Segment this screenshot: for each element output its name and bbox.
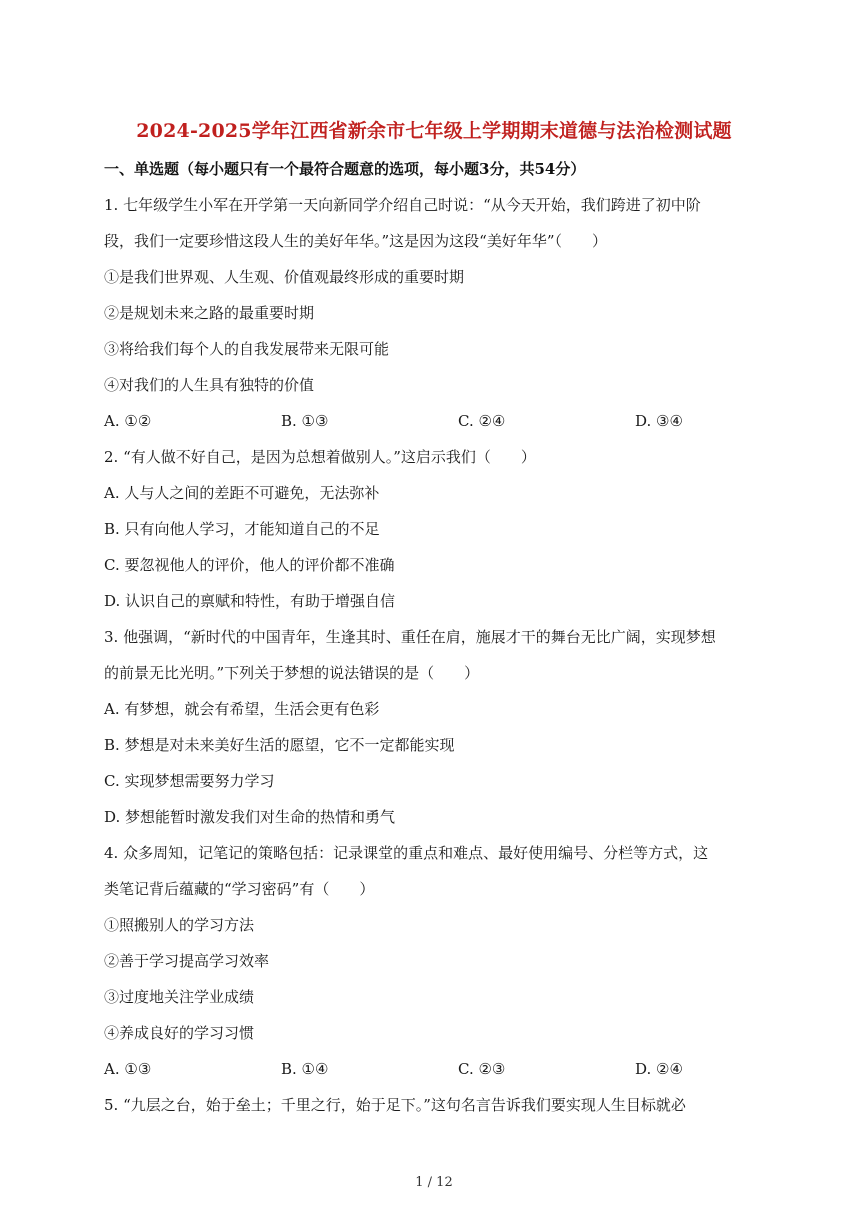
question-1 (104, 187, 766, 439)
question-stem-line: 2. “有人做不好自己，是因为总想着做别人。”这启示我们（ ） (104, 448, 536, 466)
choice-c: C. 要忽视他人的评价，他人的评价都不准确 (104, 556, 395, 574)
option-c: C. ②④ (458, 412, 506, 430)
statement-line: ②善于学习提高学习效率 (104, 952, 270, 970)
option-d: D. ②④ (635, 1060, 683, 1078)
choice-a: A. 有梦想，就会有希望，生活会更有色彩 (104, 700, 380, 718)
option-c: C. ②③ (458, 1060, 506, 1078)
choice-a: A. 人与人之间的差距不可避免，无法弥补 (104, 484, 380, 502)
choice-b: B. 只有向他人学习，才能知道自己的不足 (104, 520, 380, 538)
question-stem-line: 的前景无比光明。”下列关于梦想的说法错误的是（ ） (104, 664, 480, 682)
question-3 (104, 619, 766, 835)
question-stem-line: 3. 他强调，“新时代的中国青年，生逢其时、重任在肩，施展才干的舞台无比广阔，实现梦想 (104, 628, 716, 646)
statement-line: ④对我们的人生具有独特的价值 (104, 376, 315, 394)
question-stem-line: 4. 众多周知，记笔记的策略包括：记录课堂的重点和难点、最好使用编号、分栏等方式，这 (104, 844, 709, 862)
document-title: 2024-2025学年江西省新余市七年级上学期期末道德与法治检测试题 (136, 120, 732, 142)
choice-b: B. 梦想是对未来美好生活的愿望，它不一定都能实现 (104, 736, 455, 754)
statement-line: ④养成良好的学习习惯 (104, 1024, 255, 1042)
option-b: B. ①③ (281, 412, 329, 430)
option-b: B. ①④ (281, 1060, 329, 1078)
statement-line: ③过度地关注学业成绩 (104, 988, 255, 1006)
answer-options (104, 403, 766, 439)
choice-d: D. 认识自己的禀赋和特性，有助于增强自信 (104, 592, 396, 610)
choice-d: D. 梦想能暂时激发我们对生命的热情和勇气 (104, 808, 396, 826)
statement-line: ②是规划未来之路的最重要时期 (104, 304, 315, 322)
option-d: D. ③④ (635, 412, 683, 430)
statement-line: ①是我们世界观、人生观、价值观最终形成的重要时期 (104, 268, 465, 286)
answer-options (104, 1051, 766, 1087)
option-a: A. ①② (104, 412, 152, 430)
question-2 (104, 439, 766, 619)
question-stem-line: 类笔记背后蕴藏的“学习密码”有（ ） (104, 880, 375, 898)
statement-line: ①照搬别人的学习方法 (104, 916, 255, 934)
choice-c: C. 实现梦想需要努力学习 (104, 772, 275, 790)
questions-container (104, 187, 766, 1123)
question-stem-line: 1. 七年级学生小军在开学第一天向新同学介绍自己时说：“从今天开始，我们跨进了初中阶 (104, 196, 701, 214)
question-5 (104, 1087, 766, 1123)
question-4 (104, 835, 766, 1087)
question-stem-line: 段，我们一定要珍惜这段人生的美好年华。”这是因为这段“美好年华”（ ） (104, 232, 608, 250)
statement-line: ③将给我们每个人的自我发展带来无限可能 (104, 340, 390, 358)
section-heading: 一、单选题（每小题只有一个最符合题意的选项，每小题3分，共54分） (104, 160, 586, 178)
question-stem-line: 5. “九层之台，始于垒土；千里之行，始于足下。”这句名言告诉我们要实现人生目标就必 (104, 1096, 686, 1114)
option-a: A. ①③ (104, 1060, 152, 1078)
page-number: 1 / 12 (415, 1175, 453, 1190)
